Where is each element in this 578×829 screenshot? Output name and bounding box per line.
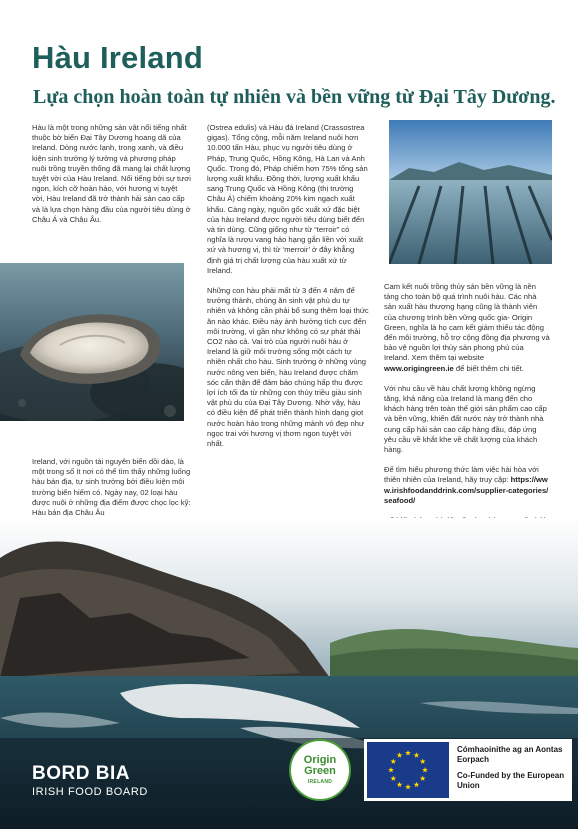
seafood-link[interactable]: https://www.irishfoodanddrink.com/supplier-categories/seafood/	[384, 475, 549, 505]
eu-flag-icon	[367, 742, 449, 798]
bord-bia-logo	[32, 764, 148, 798]
growth-paragraph: Những con hàu phải mất từ 3 đến 4 năm để trưởng thành, chúng ăn sinh vật phù du tự nhiên và không cần phải bổ sung thêm loại thức ăn nào khác. Điều này ảnh hưởng tích cực đến môi trường, vì gần như không có sự phát thải CO2 nào cả. Vai trò của người nuôi hàu ở Ireland là giữ môi trường sống một cách tự nhiên nhất cho hàu. Sinh trưởng ở những vùng nước nông ven biển, hàu Ireland được chăm sóc cẩn thận để đảm bảo chúng hấp thu được lợi ích tối đa từ những con thủy triều giàu sinh vật phù du của Đại Tây Dương. Nhờ vậy, hàu có điều kiện để phát triển thành hình dạng giọt nước hoàn hảo trong những mảnh vỏ đẹp như ngọc trai với hương vị thơm ngon tuyệt vời nhất.	[207, 286, 369, 449]
eu-funding-english: Co-Funded by the European Union	[457, 771, 565, 790]
learn-more-paragraph: Để tìm hiểu phương thức làm việc hài hòa với thiên nhiên của Ireland, hãy truy cập: https://www.irishfoodanddrink.com/supplier-categories/seafood/	[384, 465, 549, 505]
sustainability-paragraph: Cam kết nuôi trồng thủy sản bền vững là nền tảng cho toàn bộ quá trình nuôi hàu. Các nhà sản xuất hàu thượng hạng cũng là thành viên của chương trình bền vững quốc gia- Origin Green, nghĩa là họ cam kết giảm thiểu tác động đến môi trường, hỗ trợ cộng đồng địa phương và bảo vệ nguồn lợi thủy sản phong phú của Ireland. Xem thêm tại website www.origingreen.ie để biết thêm chi tiết.	[384, 282, 550, 373]
origin-green-word-ireland: IRELAND	[307, 779, 333, 785]
page-title: Hàu Ireland	[32, 40, 204, 75]
column-2	[207, 123, 370, 459]
origin-green-link[interactable]: www.origingreen.ie	[384, 363, 454, 373]
origin-green-logo	[289, 739, 351, 801]
eu-funding-panel	[364, 739, 572, 801]
eu-funding-irish: Cómhaoinithe ag an Aontas Eorpach	[457, 745, 563, 764]
page-subtitle: Lựa chọn hoàn toàn tự nhiên và bền vững từ Đại Tây Dương.	[33, 86, 556, 108]
oyster-photo	[0, 263, 184, 421]
native-oyster-paragraph: Ireland, với nguồn tài nguyên biển dồi dào, là một trong số ít nơi có thể tìm thấy những luống hàu bản địa, tự sinh trưởng bởi điều kiện môi trường biển hiếm có. Ngày nay, 02 loại hàu được nuôi ở những địa điểm được chọc lọc kỹ: Hàu bản địa Châu Âu	[32, 457, 191, 518]
export-paragraph: (Ostrea edulis) và Hàu đá Ireland (Crassostrea gigas). Tổng cộng, mỗi năm Ireland nuôi hơn 10.000 tấn Hàu, phục vụ người tiêu dùng ở Pháp, Trung Quốc, Hồng Kông, Hà Lan và Anh Quốc. Trong đó, Pháp chiếm hơn 75% tổng sản lượng xuất khẩu. Đồng thời, lượng xuất khẩu sang Trung Quốc và Hồng Kông (thị trường Châu Á) chiếm khoảng 20% kim ngạch xuất khẩu. Càng ngày, nguồn gốc xuất xứ đặc biệt của hàu Ireland được người tiêu dùng biết đến và tin dùng. Cũng giống như từ “terroir” có nghĩa là rượu vang hảo hạng gắn liền với xuất xứ và hương vị, thì từ ‘merroir’ ở đây khẳng định giá trị chất lượng của hàu xuất xứ từ Ireland.	[207, 123, 368, 275]
column-1-intro	[32, 123, 192, 235]
bord-bia-name: BORD BIA	[32, 763, 130, 784]
origin-green-word-green: Green	[304, 765, 336, 777]
bord-bia-tagline: IRISH FOOD BOARD	[32, 786, 148, 798]
intro-paragraph: Hàu là một trong những sản vật nổi tiếng nhất thuộc bờ biển Đại Tây Dương hoang dã của Ireland. Dòng nước lạnh, trong xanh, và điều kiện sinh trưởng lý tưởng và phương pháp nuôi trồng truyền thống đã mang lại chất lượng tuyệt vời của Hàu Ireland. Nổi tiếng bởi sự tươi ngon, kích cỡ hoàn hảo, với hương vị tuyệt vời, Hàu Ireland đã trở thành hải sản cao cấp và là lựa chọn hàng đầu của người tiêu dùng ở Châu Á và Châu Âu.	[32, 123, 191, 224]
origin-green-word-origin: Origin	[303, 754, 337, 766]
demand-paragraph: Với nhu cầu về hàu chất lượng không ngừng tăng, khả năng của Ireland là mang đến cho khách hàng trên toàn thế giới sản phẩm cao cấp và bền vững, khiến đất nước này trở thành nhà cung cấp hải sản cao cấp hàng đầu, đáp ứng yêu cầu về khắt khe về chất lượng của khách hàng.	[384, 383, 547, 455]
oyster-farm-photo	[389, 120, 552, 264]
